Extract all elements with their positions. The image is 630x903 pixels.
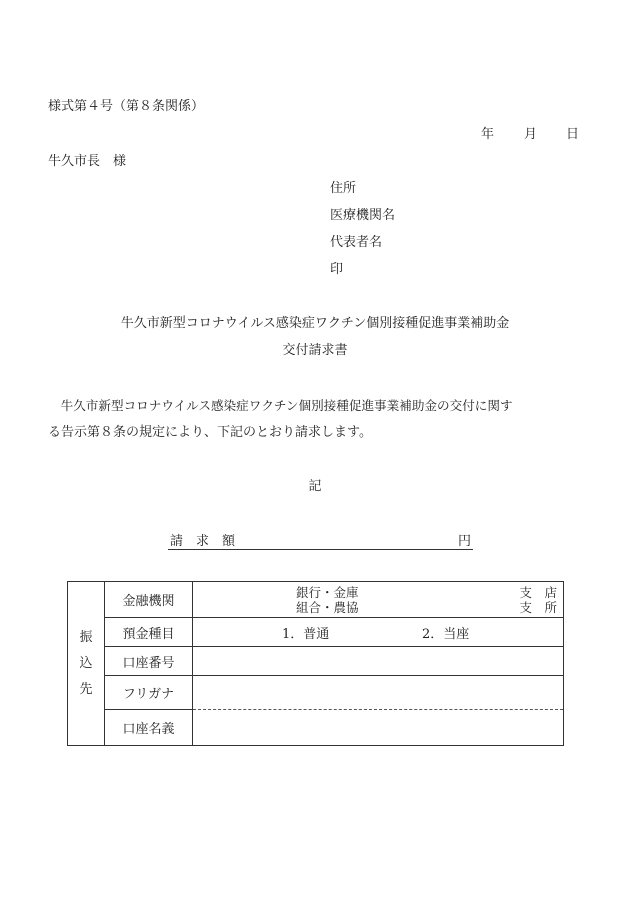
institution-label: 医療機関名 [330,208,396,223]
seal-label: 印 [330,262,344,277]
amount-underline [168,549,473,550]
account-number-label: 口座番号 [105,647,193,676]
bank-field[interactable]: 銀行・金庫 支 店 組合・農協 支 所 [193,582,564,618]
deposit-type-option-toza[interactable]: 2．当座 [422,626,470,642]
account-holder-label: 口座名義 [105,710,193,746]
form-number: 様式第４号（第８条関係） [48,99,205,114]
deposit-type-option-futsu[interactable]: 1．普通 [282,626,330,642]
document-title-line1: 牛久市新型コロナウイルス感染症ワクチン個別接種促進事業補助金 [120,316,510,331]
bank-label: 金融機関 [105,582,193,618]
transfer-destination-table [67,581,564,746]
date-month: 月 [524,127,538,142]
ki-heading: 記 [308,479,322,494]
addressee: 牛久市長 様 [48,154,127,169]
account-holder-field[interactable] [193,710,564,746]
account-number-field[interactable] [193,647,564,676]
document-title-line2: 交付請求書 [282,343,348,358]
date-day: 日 [566,127,580,142]
deposit-type-field[interactable] [193,618,564,647]
amount-label: 請 求 額 [170,534,236,549]
amount-unit: 円 [458,534,472,549]
furigana-label: フリガナ [105,676,193,710]
deposit-type-label: 預金種目 [105,618,193,647]
body-text-line2: る告示第８条の規定により、下記のとおり請求します。 [48,425,372,440]
date-year: 年 [481,127,495,142]
body-text-line1: 牛久市新型コロナウイルス感染症ワクチン個別接種促進事業補助金の交付に関す [48,398,513,413]
representative-label: 代表者名 [330,235,383,250]
address-label: 住所 [330,181,357,196]
transfer-destination-side-label: 振 込 先 [68,582,105,746]
furigana-field[interactable] [193,676,564,710]
